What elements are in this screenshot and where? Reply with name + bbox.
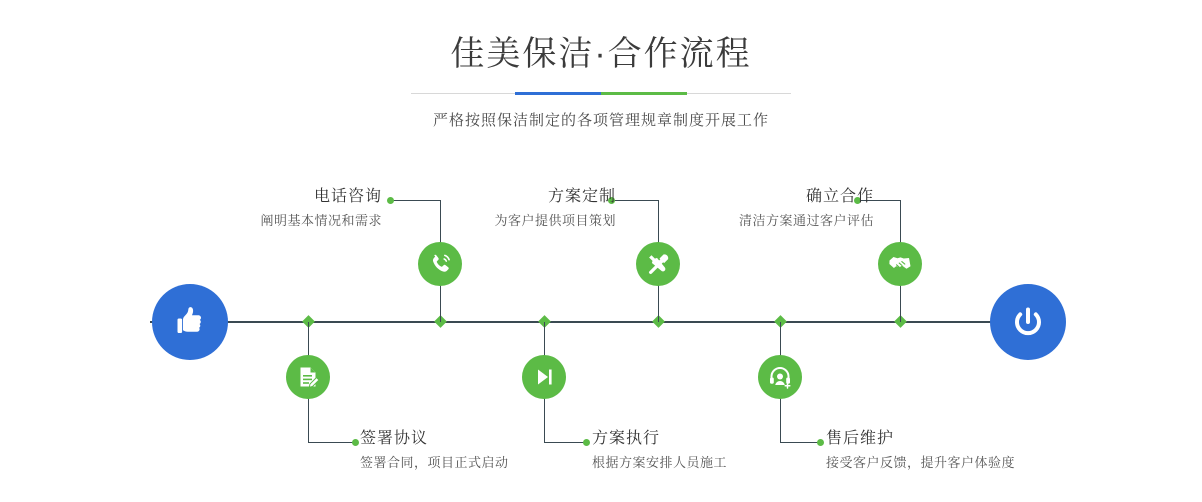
connector-h-3 (612, 200, 658, 201)
connector-h-6 (780, 442, 820, 443)
step-badge-2 (286, 355, 330, 399)
step-label-4 (592, 428, 727, 473)
step-badge-6 (758, 355, 802, 399)
divider-accent-green (601, 92, 687, 95)
step-title-6: 售后维护 (826, 430, 895, 447)
connector-h-1 (391, 200, 440, 201)
connector-tip-6 (817, 439, 824, 446)
divider-accent-blue (515, 92, 601, 95)
step-label-3 (494, 186, 616, 231)
title-divider (411, 92, 791, 95)
document-edit-icon (295, 364, 321, 390)
step-badge-5 (878, 242, 922, 286)
power-icon (1008, 302, 1048, 342)
step-label-5 (739, 186, 874, 231)
step-title-1: 电话咨询 (313, 188, 382, 205)
step-desc-3: 为客户提供项目策划 (494, 213, 616, 228)
timeline-axis (150, 321, 1054, 323)
page-subtitle: 严格按照保洁制定的各项管理规章制度开展工作 (432, 112, 769, 129)
connector-h-4 (544, 442, 586, 443)
step-title-4: 方案执行 (592, 430, 661, 447)
step-badge-3 (636, 242, 680, 286)
handshake-icon (887, 251, 913, 277)
step-title-5: 确立合作 (805, 188, 874, 205)
diagram-header (0, 32, 1202, 130)
timeline-end-endpoint (990, 284, 1066, 360)
phone-ring-icon (427, 251, 453, 277)
timeline-start-endpoint (152, 284, 228, 360)
connector-tip-4 (583, 439, 590, 446)
step-title-3: 方案定制 (547, 188, 616, 205)
connector-h-2 (308, 442, 356, 443)
step-badge-4 (522, 355, 566, 399)
tools-icon (645, 251, 671, 277)
headset-support-icon (767, 364, 793, 390)
step-desc-2: 签署合同，项目正式启动 (360, 455, 509, 470)
step-title-2: 签署协议 (360, 430, 429, 447)
page-title: 佳美保洁·合作流程 (450, 35, 752, 73)
step-label-2 (360, 428, 509, 473)
step-desc-4: 根据方案安排人员施工 (592, 455, 728, 470)
step-label-6 (826, 428, 1015, 473)
connector-tip-2 (352, 439, 359, 446)
step-badge-1 (418, 242, 462, 286)
step-desc-5: 清洁方案通过客户评估 (738, 213, 874, 228)
connector-tip-1 (387, 197, 394, 204)
thumbs-up-icon (170, 302, 210, 342)
step-desc-6: 接受客户反馈，提升客户体验度 (826, 455, 1016, 470)
step-desc-1: 阐明基本情况和需求 (260, 213, 382, 228)
play-forward-icon (531, 364, 557, 390)
step-label-1 (260, 186, 382, 231)
